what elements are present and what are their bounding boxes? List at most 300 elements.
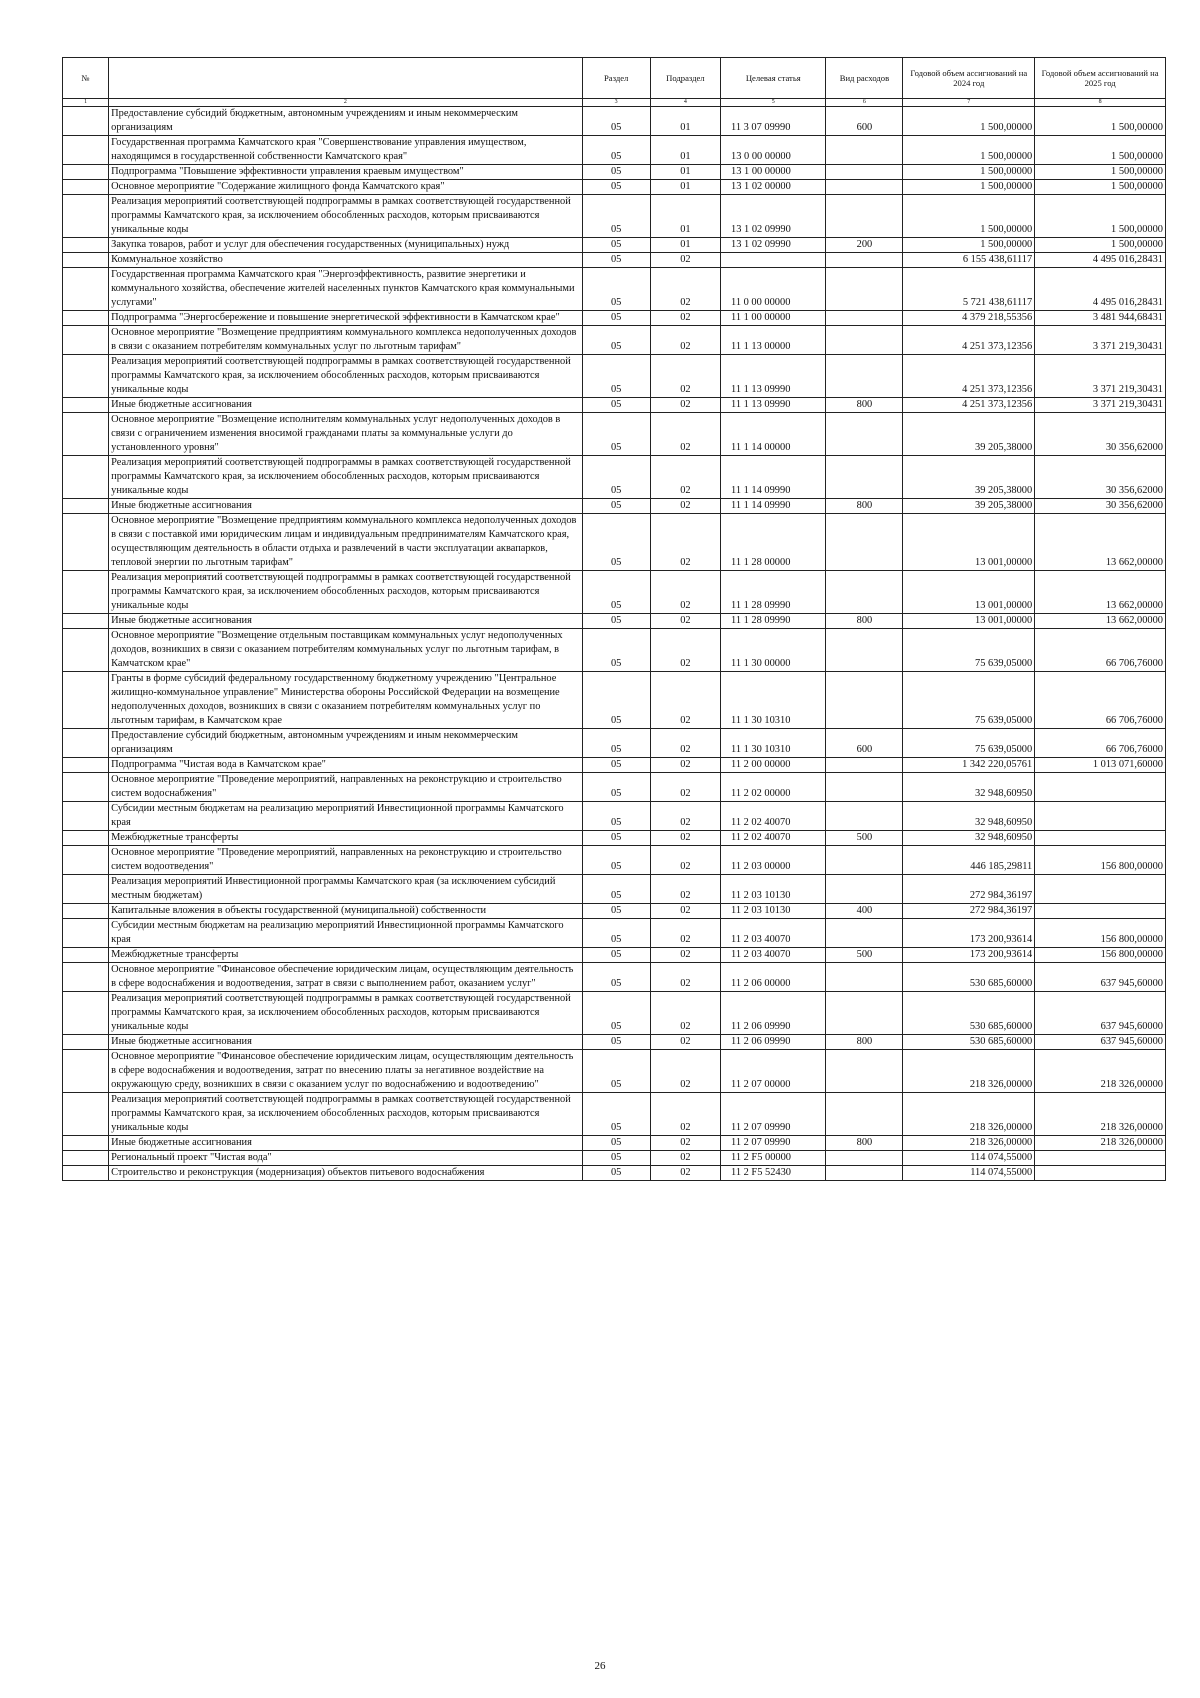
row-year-2025-cell: 3 371 219,30431: [1035, 355, 1166, 398]
row-name-cell: Капитальные вложения в объекты государственной (муниципальной) собственности: [109, 904, 582, 919]
row-section-cell: 05: [582, 413, 650, 456]
table-row: [63, 456, 1166, 499]
row-expense-type-cell: 500: [826, 948, 903, 963]
row-year-2025-cell: [1035, 1166, 1166, 1181]
row-target-cell: 11 1 13 09990: [721, 355, 826, 398]
table-row: [63, 253, 1166, 268]
row-expense-type-cell: [826, 875, 903, 904]
row-number-cell: [63, 672, 109, 729]
row-year-2024-cell: 1 500,00000: [903, 238, 1035, 253]
row-section-cell: 05: [582, 107, 650, 136]
row-expense-type-cell: [826, 963, 903, 992]
row-subsection-cell: 02: [650, 802, 720, 831]
row-section-cell: 05: [582, 456, 650, 499]
row-subsection-cell: 02: [650, 904, 720, 919]
row-name-cell: Предоставление субсидий бюджетным, автономным учреждениям и иным некоммерческим организациям: [109, 729, 582, 758]
row-expense-type-cell: [826, 1166, 903, 1181]
column-number: 6: [826, 99, 903, 107]
row-year-2025-cell: 1 500,00000: [1035, 165, 1166, 180]
row-section-cell: 05: [582, 629, 650, 672]
row-year-2024-cell: 39 205,38000: [903, 456, 1035, 499]
row-section-cell: 05: [582, 729, 650, 758]
row-section-cell: 05: [582, 875, 650, 904]
row-number-cell: [63, 499, 109, 514]
row-section-cell: 05: [582, 1093, 650, 1136]
row-target-cell: 11 2 06 09990: [721, 1035, 826, 1050]
row-section-cell: 05: [582, 165, 650, 180]
row-year-2025-cell: 30 356,62000: [1035, 413, 1166, 456]
table-row: [63, 758, 1166, 773]
row-target-cell: 13 1 00 00000: [721, 165, 826, 180]
row-number-cell: [63, 1166, 109, 1181]
row-subsection-cell: 02: [650, 919, 720, 948]
header-section: Раздел: [582, 58, 650, 99]
row-year-2025-cell: 66 706,76000: [1035, 672, 1166, 729]
row-year-2024-cell: 173 200,93614: [903, 919, 1035, 948]
row-year-2025-cell: 1 500,00000: [1035, 180, 1166, 195]
table-row: [63, 802, 1166, 831]
row-subsection-cell: 02: [650, 1035, 720, 1050]
row-year-2025-cell: 13 662,00000: [1035, 571, 1166, 614]
row-number-cell: [63, 1050, 109, 1093]
row-year-2024-cell: 272 984,36197: [903, 904, 1035, 919]
row-target-cell: 11 2 F5 00000: [721, 1151, 826, 1166]
header-subsection: Подраздел: [650, 58, 720, 99]
row-year-2024-cell: 1 500,00000: [903, 107, 1035, 136]
row-name-cell: Основное мероприятие "Возмещение предприятиям коммунального комплекса недополученных доходов в связи с поставкой ими юридическим лицам и индивидуальным предпринимателям Камчатского края, осуществляющим деятельность в области отдыха и развлечений в части эксплуатации аквапарков, тепловой энергии по льготным тарифам": [109, 514, 582, 571]
header-year-2025: Годовой объем ассигнований на 2025 год: [1035, 58, 1166, 99]
row-name-cell: Подпрограмма "Чистая вода в Камчатском крае": [109, 758, 582, 773]
row-name-cell: Реализация мероприятий соответствующей подпрограммы в рамках соответствующей государственной программы Камчатского края, за исключением обособленных расходов, которым присваиваются уникальные коды: [109, 195, 582, 238]
row-subsection-cell: 02: [650, 355, 720, 398]
row-name-cell: Региональный проект "Чистая вода": [109, 1151, 582, 1166]
row-year-2024-cell: 1 500,00000: [903, 136, 1035, 165]
row-name-cell: Основное мероприятие "Проведение мероприятий, направленных на реконструкцию и строительство систем водоотведения": [109, 846, 582, 875]
row-name-cell: Реализация мероприятий соответствующей подпрограммы в рамках соответствующей государственной программы Камчатского края, за исключением обособленных расходов, которым присваиваются уникальные коды: [109, 456, 582, 499]
row-expense-type-cell: [826, 514, 903, 571]
row-target-cell: 11 1 14 09990: [721, 499, 826, 514]
column-number: 3: [582, 99, 650, 107]
row-year-2024-cell: 272 984,36197: [903, 875, 1035, 904]
row-section-cell: 05: [582, 1151, 650, 1166]
row-target-cell: 11 1 30 00000: [721, 629, 826, 672]
row-year-2025-cell: [1035, 875, 1166, 904]
table-row: [63, 355, 1166, 398]
row-year-2024-cell: 13 001,00000: [903, 614, 1035, 629]
row-subsection-cell: 02: [650, 963, 720, 992]
row-number-cell: [63, 1035, 109, 1050]
row-expense-type-cell: [826, 136, 903, 165]
table-row: [63, 773, 1166, 802]
row-year-2024-cell: 530 685,60000: [903, 963, 1035, 992]
row-name-cell: Иные бюджетные ассигнования: [109, 499, 582, 514]
row-expense-type-cell: [826, 253, 903, 268]
row-target-cell: 11 1 13 00000: [721, 326, 826, 355]
table-row: [63, 846, 1166, 875]
table-row: [63, 672, 1166, 729]
row-name-cell: Подпрограмма "Повышение эффективности управления краевым имуществом": [109, 165, 582, 180]
row-year-2025-cell: [1035, 773, 1166, 802]
row-year-2025-cell: 66 706,76000: [1035, 629, 1166, 672]
row-target-cell: 11 1 28 09990: [721, 614, 826, 629]
row-target-cell: [721, 253, 826, 268]
row-expense-type-cell: [826, 180, 903, 195]
row-year-2025-cell: 218 326,00000: [1035, 1093, 1166, 1136]
row-year-2024-cell: 32 948,60950: [903, 773, 1035, 802]
row-section-cell: 05: [582, 963, 650, 992]
row-number-cell: [63, 136, 109, 165]
row-subsection-cell: 02: [650, 672, 720, 729]
row-target-cell: 11 2 03 40070: [721, 948, 826, 963]
row-number-cell: [63, 875, 109, 904]
row-expense-type-cell: 800: [826, 1136, 903, 1151]
row-target-cell: 11 2 06 09990: [721, 992, 826, 1035]
row-name-cell: Предоставление субсидий бюджетным, автономным учреждениям и иным некоммерческим организациям: [109, 107, 582, 136]
row-section-cell: 05: [582, 948, 650, 963]
row-target-cell: 11 1 28 00000: [721, 514, 826, 571]
row-year-2024-cell: 32 948,60950: [903, 831, 1035, 846]
row-expense-type-cell: 600: [826, 729, 903, 758]
row-expense-type-cell: [826, 456, 903, 499]
table-row: [63, 948, 1166, 963]
row-name-cell: Закупка товаров, работ и услуг для обеспечения государственных (муниципальных) нужд: [109, 238, 582, 253]
row-name-cell: Основное мероприятие "Финансовое обеспечение юридическим лицам, осуществляющим деятельность в сфере водоснабжения и водоотведения, затрат по внесению платы за негативное воздействие на окружающую среду, возникших в связи с оказанием услуг по водоснабжению и водоотведению": [109, 1050, 582, 1093]
table-row: [63, 1093, 1166, 1136]
row-expense-type-cell: [826, 1050, 903, 1093]
row-number-cell: [63, 514, 109, 571]
row-year-2024-cell: 1 500,00000: [903, 165, 1035, 180]
row-expense-type-cell: 800: [826, 1035, 903, 1050]
row-target-cell: 11 2 03 10130: [721, 875, 826, 904]
row-year-2024-cell: 75 639,05000: [903, 729, 1035, 758]
row-year-2025-cell: 1 500,00000: [1035, 238, 1166, 253]
row-subsection-cell: 02: [650, 456, 720, 499]
row-subsection-cell: 02: [650, 413, 720, 456]
table-row: [63, 904, 1166, 919]
row-subsection-cell: 01: [650, 165, 720, 180]
row-section-cell: 05: [582, 326, 650, 355]
row-name-cell: Иные бюджетные ассигнования: [109, 614, 582, 629]
row-year-2024-cell: 446 185,29811: [903, 846, 1035, 875]
row-year-2025-cell: [1035, 802, 1166, 831]
table-row: [63, 992, 1166, 1035]
row-subsection-cell: 02: [650, 1166, 720, 1181]
row-expense-type-cell: [826, 326, 903, 355]
row-year-2025-cell: 637 945,60000: [1035, 992, 1166, 1035]
row-number-cell: [63, 773, 109, 802]
row-name-cell: Основное мероприятие "Возмещение исполнителям коммунальных услуг недополученных доходов в связи с ограничением изменения вносимой гражданами платы за коммунальные услуги до установленного уровня": [109, 413, 582, 456]
row-expense-type-cell: 800: [826, 398, 903, 413]
row-number-cell: [63, 948, 109, 963]
row-subsection-cell: 01: [650, 195, 720, 238]
row-subsection-cell: 02: [650, 253, 720, 268]
row-expense-type-cell: [826, 629, 903, 672]
row-subsection-cell: 02: [650, 514, 720, 571]
row-number-cell: [63, 311, 109, 326]
row-number-cell: [63, 1093, 109, 1136]
row-year-2025-cell: 13 662,00000: [1035, 614, 1166, 629]
row-expense-type-cell: 200: [826, 238, 903, 253]
row-name-cell: Субсидии местным бюджетам на реализацию мероприятий Инвестиционной программы Камчатского края: [109, 919, 582, 948]
row-name-cell: Реализация мероприятий Инвестиционной программы Камчатского края (за исключением субсидий местным бюджетам): [109, 875, 582, 904]
row-subsection-cell: 02: [650, 846, 720, 875]
row-target-cell: 11 2 03 10130: [721, 904, 826, 919]
row-year-2025-cell: 4 495 016,28431: [1035, 268, 1166, 311]
row-subsection-cell: 02: [650, 1136, 720, 1151]
row-target-cell: 11 2 07 09990: [721, 1136, 826, 1151]
row-subsection-cell: 02: [650, 875, 720, 904]
row-section-cell: 05: [582, 992, 650, 1035]
row-year-2024-cell: 530 685,60000: [903, 992, 1035, 1035]
row-target-cell: 11 2 00 00000: [721, 758, 826, 773]
row-year-2024-cell: 13 001,00000: [903, 571, 1035, 614]
row-subsection-cell: 02: [650, 629, 720, 672]
row-number-cell: [63, 355, 109, 398]
table-row: [63, 136, 1166, 165]
row-section-cell: 05: [582, 1035, 650, 1050]
row-target-cell: 11 2 02 40070: [721, 802, 826, 831]
row-number-cell: [63, 326, 109, 355]
row-number-cell: [63, 831, 109, 846]
row-subsection-cell: 02: [650, 831, 720, 846]
row-section-cell: 05: [582, 136, 650, 165]
row-number-cell: [63, 253, 109, 268]
row-year-2025-cell: 3 371 219,30431: [1035, 398, 1166, 413]
row-year-2025-cell: 156 800,00000: [1035, 948, 1166, 963]
row-year-2025-cell: 66 706,76000: [1035, 729, 1166, 758]
row-year-2024-cell: 5 721 438,61117: [903, 268, 1035, 311]
row-year-2025-cell: [1035, 1151, 1166, 1166]
row-expense-type-cell: 800: [826, 614, 903, 629]
row-target-cell: 11 1 00 00000: [721, 311, 826, 326]
row-number-cell: [63, 1151, 109, 1166]
row-name-cell: Основное мероприятие "Содержание жилищного фонда Камчатского края": [109, 180, 582, 195]
row-year-2025-cell: 1 500,00000: [1035, 195, 1166, 238]
row-target-cell: 11 3 07 09990: [721, 107, 826, 136]
row-year-2025-cell: 30 356,62000: [1035, 499, 1166, 514]
row-year-2024-cell: 173 200,93614: [903, 948, 1035, 963]
table-row: [63, 165, 1166, 180]
column-number: 8: [1035, 99, 1166, 107]
row-name-cell: Основное мероприятие "Проведение мероприятий, направленных на реконструкцию и строительство систем водоснабжения": [109, 773, 582, 802]
table-row: [63, 614, 1166, 629]
row-expense-type-cell: [826, 571, 903, 614]
row-year-2025-cell: 637 945,60000: [1035, 1035, 1166, 1050]
row-number-cell: [63, 729, 109, 758]
row-year-2024-cell: 39 205,38000: [903, 413, 1035, 456]
row-section-cell: 05: [582, 355, 650, 398]
row-expense-type-cell: 500: [826, 831, 903, 846]
row-section-cell: 05: [582, 238, 650, 253]
table-row: [63, 629, 1166, 672]
row-subsection-cell: 02: [650, 1050, 720, 1093]
row-subsection-cell: 01: [650, 136, 720, 165]
row-subsection-cell: 02: [650, 1151, 720, 1166]
row-expense-type-cell: [826, 413, 903, 456]
row-section-cell: 05: [582, 904, 650, 919]
row-name-cell: Государственная программа Камчатского края "Энергоэффективность, развитие энергетики и коммунального хозяйства, обеспечение жителей населенных пунктов Камчатского края коммунальными услугами": [109, 268, 582, 311]
table-row: [63, 1136, 1166, 1151]
column-number: 4: [650, 99, 720, 107]
row-expense-type-cell: [826, 1093, 903, 1136]
row-number-cell: [63, 919, 109, 948]
row-year-2024-cell: 4 251 373,12356: [903, 398, 1035, 413]
row-section-cell: 05: [582, 773, 650, 802]
row-subsection-cell: 02: [650, 1093, 720, 1136]
row-expense-type-cell: [826, 758, 903, 773]
row-name-cell: Межбюджетные трансферты: [109, 948, 582, 963]
row-name-cell: Основное мероприятие "Финансовое обеспечение юридическим лицам, осуществляющим деятельность в сфере водоснабжения и водоотведения, затрат в связи с выполнением работ, оказанием услуг": [109, 963, 582, 992]
table-row: [63, 180, 1166, 195]
row-name-cell: Государственная программа Камчатского края "Совершенствование управления имуществом, находящимся в государственной собственности Камчатского края": [109, 136, 582, 165]
row-section-cell: 05: [582, 253, 650, 268]
row-number-cell: [63, 107, 109, 136]
row-section-cell: 05: [582, 672, 650, 729]
header-expense-type: Вид расходов: [826, 58, 903, 99]
row-section-cell: 05: [582, 919, 650, 948]
row-year-2024-cell: 4 379 218,55356: [903, 311, 1035, 326]
table-row: [63, 729, 1166, 758]
row-year-2025-cell: 1 013 071,60000: [1035, 758, 1166, 773]
row-number-cell: [63, 238, 109, 253]
row-year-2024-cell: 75 639,05000: [903, 629, 1035, 672]
header-name: [109, 58, 582, 99]
row-subsection-cell: 02: [650, 614, 720, 629]
table-row: [63, 107, 1166, 136]
row-expense-type-cell: [826, 802, 903, 831]
row-expense-type-cell: [826, 311, 903, 326]
table-row: [63, 398, 1166, 413]
row-name-cell: Межбюджетные трансферты: [109, 831, 582, 846]
row-year-2025-cell: 13 662,00000: [1035, 514, 1166, 571]
row-target-cell: 11 0 00 00000: [721, 268, 826, 311]
row-number-cell: [63, 629, 109, 672]
row-name-cell: Реализация мероприятий соответствующей подпрограммы в рамках соответствующей государственной программы Камчатского края, за исключением обособленных расходов, которым присваиваются уникальные коды: [109, 1093, 582, 1136]
table-row: [63, 919, 1166, 948]
row-subsection-cell: 02: [650, 729, 720, 758]
row-subsection-cell: 02: [650, 268, 720, 311]
row-expense-type-cell: 400: [826, 904, 903, 919]
row-target-cell: 11 2 F5 52430: [721, 1166, 826, 1181]
row-number-cell: [63, 268, 109, 311]
row-section-cell: 05: [582, 311, 650, 326]
row-target-cell: 11 2 03 40070: [721, 919, 826, 948]
row-name-cell: Реализация мероприятий соответствующей подпрограммы в рамках соответствующей государственной программы Камчатского края, за исключением обособленных расходов, которым присваиваются уникальные коды: [109, 571, 582, 614]
row-year-2024-cell: 218 326,00000: [903, 1136, 1035, 1151]
table-row: [63, 1151, 1166, 1166]
table-row: [63, 238, 1166, 253]
row-section-cell: 05: [582, 1136, 650, 1151]
row-target-cell: 11 1 30 10310: [721, 729, 826, 758]
row-number-cell: [63, 413, 109, 456]
row-subsection-cell: 02: [650, 571, 720, 614]
column-number: 1: [63, 99, 109, 107]
row-target-cell: 11 1 28 09990: [721, 571, 826, 614]
row-number-cell: [63, 846, 109, 875]
table-row: [63, 963, 1166, 992]
table-row: [63, 831, 1166, 846]
row-year-2024-cell: 4 251 373,12356: [903, 326, 1035, 355]
column-number: 5: [721, 99, 826, 107]
header-target: Целевая статья: [721, 58, 826, 99]
row-number-cell: [63, 571, 109, 614]
row-name-cell: Иные бюджетные ассигнования: [109, 1035, 582, 1050]
table-row: [63, 311, 1166, 326]
row-year-2024-cell: 39 205,38000: [903, 499, 1035, 514]
row-name-cell: Реализация мероприятий соответствующей подпрограммы в рамках соответствующей государственной программы Камчатского края, за исключением обособленных расходов, которым присваиваются уникальные коды: [109, 992, 582, 1035]
row-section-cell: 05: [582, 398, 650, 413]
table-body: [63, 107, 1166, 1181]
row-subsection-cell: 02: [650, 398, 720, 413]
row-year-2024-cell: 218 326,00000: [903, 1050, 1035, 1093]
row-section-cell: 05: [582, 180, 650, 195]
row-target-cell: 11 2 02 40070: [721, 831, 826, 846]
row-year-2024-cell: 114 074,55000: [903, 1166, 1035, 1181]
header-row: [63, 58, 1166, 99]
budget-table: [62, 57, 1166, 1181]
table-row: [63, 326, 1166, 355]
row-year-2025-cell: 637 945,60000: [1035, 963, 1166, 992]
row-target-cell: 11 2 07 00000: [721, 1050, 826, 1093]
row-expense-type-cell: [826, 773, 903, 802]
row-year-2025-cell: [1035, 831, 1166, 846]
row-year-2024-cell: 1 342 220,05761: [903, 758, 1035, 773]
row-name-cell: Строительство и реконструкция (модернизация) объектов питьевого водоснабжения: [109, 1166, 582, 1181]
row-target-cell: 13 1 02 09990: [721, 238, 826, 253]
row-target-cell: 13 1 02 00000: [721, 180, 826, 195]
row-year-2025-cell: 1 500,00000: [1035, 136, 1166, 165]
row-subsection-cell: 02: [650, 758, 720, 773]
row-section-cell: 05: [582, 514, 650, 571]
row-year-2025-cell: [1035, 904, 1166, 919]
row-target-cell: 13 0 00 00000: [721, 136, 826, 165]
table-row: [63, 195, 1166, 238]
row-year-2025-cell: 4 495 016,28431: [1035, 253, 1166, 268]
row-year-2024-cell: 530 685,60000: [903, 1035, 1035, 1050]
row-expense-type-cell: [826, 268, 903, 311]
header-no: №: [63, 58, 109, 99]
row-section-cell: 05: [582, 802, 650, 831]
row-target-cell: 11 2 06 00000: [721, 963, 826, 992]
row-target-cell: 11 1 13 09990: [721, 398, 826, 413]
row-name-cell: Иные бюджетные ассигнования: [109, 1136, 582, 1151]
row-name-cell: Основное мероприятие "Возмещение предприятиям коммунального комплекса недополученных доходов в связи с оказанием потребителям коммунальных услуг по льготным тарифам": [109, 326, 582, 355]
row-target-cell: 11 1 14 00000: [721, 413, 826, 456]
row-section-cell: 05: [582, 831, 650, 846]
row-subsection-cell: 02: [650, 499, 720, 514]
row-expense-type-cell: [826, 919, 903, 948]
row-subsection-cell: 02: [650, 948, 720, 963]
row-section-cell: 05: [582, 1050, 650, 1093]
row-expense-type-cell: [826, 195, 903, 238]
row-year-2025-cell: 3 481 944,68431: [1035, 311, 1166, 326]
row-year-2025-cell: 218 326,00000: [1035, 1136, 1166, 1151]
row-expense-type-cell: [826, 1151, 903, 1166]
row-expense-type-cell: [826, 355, 903, 398]
row-subsection-cell: 01: [650, 238, 720, 253]
row-year-2024-cell: 1 500,00000: [903, 195, 1035, 238]
row-name-cell: Реализация мероприятий соответствующей подпрограммы в рамках соответствующей государственной программы Камчатского края, за исключением обособленных расходов, которым присваиваются уникальные коды: [109, 355, 582, 398]
page-number: 26: [594, 1660, 606, 1672]
row-expense-type-cell: 600: [826, 107, 903, 136]
row-section-cell: 05: [582, 195, 650, 238]
row-number-cell: [63, 180, 109, 195]
header-year-2024: Годовой объем ассигнований на 2024 год: [903, 58, 1035, 99]
row-subsection-cell: 01: [650, 180, 720, 195]
row-name-cell: Субсидии местным бюджетам на реализацию мероприятий Инвестиционной программы Камчатского края: [109, 802, 582, 831]
table-row: [63, 268, 1166, 311]
row-expense-type-cell: [826, 846, 903, 875]
